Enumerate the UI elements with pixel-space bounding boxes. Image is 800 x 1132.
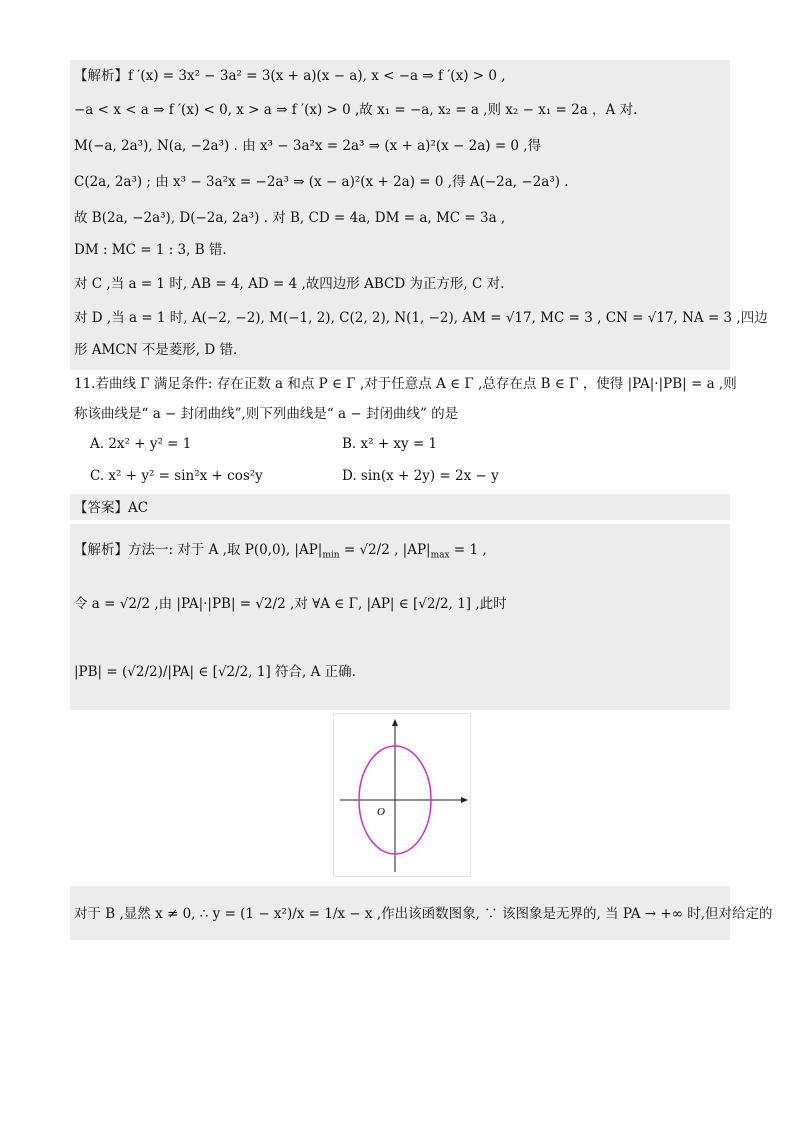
subscript-min: min <box>322 550 340 561</box>
text-line <box>74 540 487 566</box>
text-line: |PB| = (√2/2)/|PA| ∈ [√2/2, 1] 符合, A 正确. <box>74 664 356 680</box>
option-b: B. x² + xy = 1 <box>342 436 438 452</box>
text-line: 对 C ,当 a = 1 时, AB = 4, AD = 4 ,故四边形 ABCD 为正方形, C 对. <box>74 276 505 292</box>
option-c: C. x² + y² = sin²x + cos²y <box>90 468 263 484</box>
text-line: 故 B(2a, −2a³), D(−2a, 2a³) . 对 B, CD = 4a, DM = a, MC = 3a , <box>74 210 506 226</box>
text-line: C(2a, 2a³) ; 由 x³ − 3a²x = −2a³ ⇒ (x − a)²(x + 2a) = 0 ,得 A(−2a, −2a³) . <box>74 174 569 190</box>
question-11-stem: 11.若曲线 Γ 满足条件: 存在正数 a 和点 P ∈ Γ ,对于任意点 A ∈ Γ ,总存在点 B ∈ Γ ，使得 |PA|·|PB| = a ,则 <box>74 376 737 392</box>
text-segment: = 1 , <box>449 542 487 558</box>
text-line: 对于 B ,显然 x ≠ 0, ∴ y = (1 − x²)/x = 1/x − x ,作出该函数图象, ∵ 该图象是无界的, 当 PA → +∞ 时,但对给定的 <box>74 906 773 922</box>
text-line: 【解析】f ′(x) = 3x² − 3a² = 3(x + a)(x − a), x < −a ⇒ f ′(x) > 0 , <box>74 68 506 84</box>
ellipse-figure <box>333 713 471 877</box>
text-line: 令 a = √2/2 ,由 |PA|·|PB| = √2/2 ,对 ∀A ∈ Γ, |AP| ∈ [√2/2, 1] ,此时 <box>74 596 507 612</box>
option-d: D. sin(x + 2y) = 2x − y <box>342 468 499 484</box>
text-line: −a < x < a ⇒ f ′(x) < 0, x > a ⇒ f ′(x) > 0 ,故 x₁ = −a, x₂ = a ,则 x₂ − x₁ = 2a ，A 对. <box>74 102 638 118</box>
text-line: 形 AMCN 不是菱形, D 错. <box>74 342 238 358</box>
origin-label: O <box>377 806 385 818</box>
text-line: DM : MC = 1 : 3, B 错. <box>74 242 227 258</box>
text-line: M(−a, 2a³), N(a, −2a³) . 由 x³ − 3a²x = 2a³ ⇒ (x + a)²(x − 2a) = 0 ,得 <box>74 138 542 154</box>
text-segment: = √2/2 , |AP| <box>339 542 431 558</box>
ellipse-plot <box>334 714 470 876</box>
question-11-stem-cont: 称该曲线是“ a − 封闭曲线”,则下列曲线是“ a − 封闭曲线” 的是 <box>74 406 459 422</box>
x-axis-arrow-icon <box>461 797 468 803</box>
text-segment: 【解析】方法一: 对于 A ,取 P(0,0), |AP| <box>74 542 323 558</box>
subscript-max: max <box>430 550 450 561</box>
highlight-band-answer <box>70 494 730 520</box>
text-line: 对 D ,当 a = 1 时, A(−2, −2), M(−1, 2), C(2, 2), N(1, −2), AM = √17, MC = 3 , CN = √17, NA = 3 ,四边 <box>74 310 768 326</box>
option-a: A. 2x² + y² = 1 <box>90 436 192 452</box>
answer-label: 【答案】AC <box>74 500 149 516</box>
y-axis-arrow-icon <box>392 719 398 726</box>
